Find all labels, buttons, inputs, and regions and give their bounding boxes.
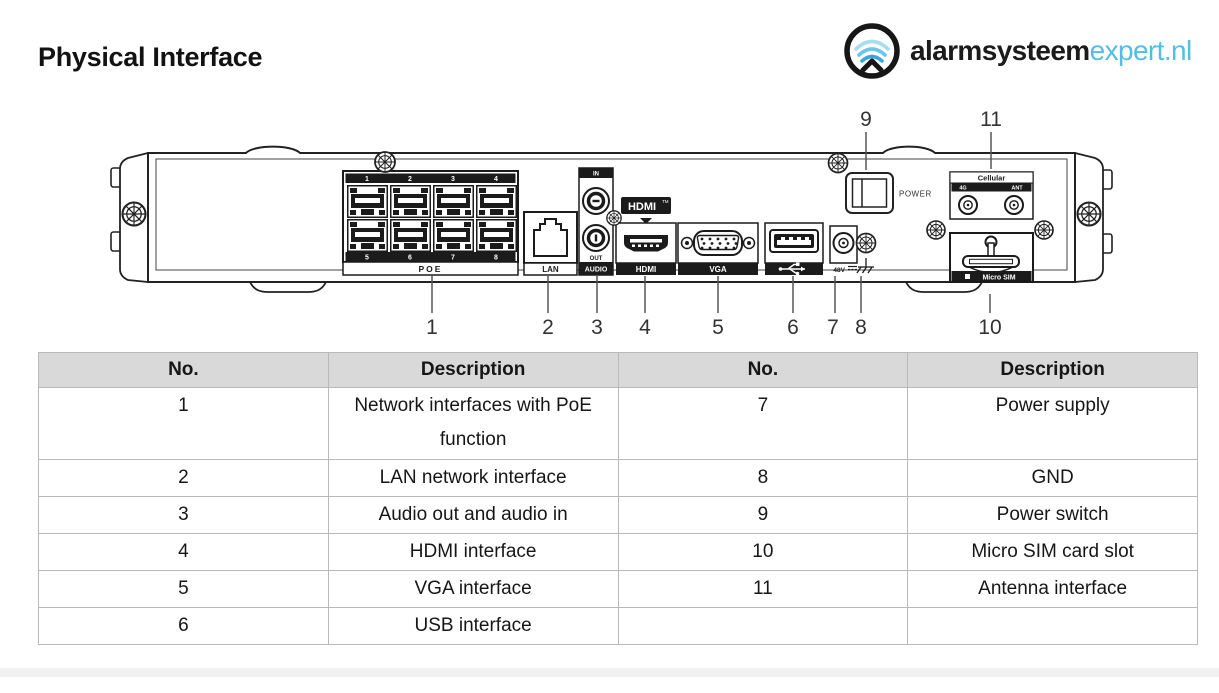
panel-screw bbox=[375, 152, 395, 172]
header-no-1: No. bbox=[39, 353, 329, 388]
callout-4: 4 bbox=[639, 316, 651, 339]
gnd-screw-icon bbox=[857, 234, 876, 253]
cell-description: Micro SIM card slot bbox=[908, 534, 1198, 571]
brand-logo-text bbox=[910, 22, 1192, 80]
brand-name-bold: alarmsysteem bbox=[910, 35, 1090, 66]
brand-logo-icon bbox=[843, 22, 901, 80]
sim-slot bbox=[950, 233, 1033, 282]
table-row bbox=[39, 497, 1198, 534]
panel-screw bbox=[1078, 203, 1101, 226]
cell-description: VGA interface bbox=[328, 571, 618, 608]
callout-2: 2 bbox=[542, 316, 554, 339]
cellular-4g-label: 4G bbox=[959, 185, 967, 192]
page-bottom-band bbox=[0, 668, 1219, 677]
page-title: Physical Interface bbox=[38, 42, 263, 72]
table-header-row bbox=[39, 353, 1198, 388]
cellular-ant-label: ANT bbox=[1011, 185, 1023, 192]
rear-panel-diagram bbox=[0, 105, 1219, 347]
callout-11: 11 bbox=[980, 108, 1002, 131]
rj45-port bbox=[477, 186, 517, 218]
cell-description: Antenna interface bbox=[908, 571, 1198, 608]
sma-connector bbox=[1005, 196, 1023, 214]
poe-port-block bbox=[343, 171, 518, 275]
brand-name-light: expert.nl bbox=[1089, 35, 1192, 66]
poe-port-number: 4 bbox=[494, 176, 498, 183]
rj45-port bbox=[477, 220, 517, 252]
usb-port bbox=[765, 223, 823, 275]
hdmi-label: HDMI bbox=[635, 265, 657, 274]
hdmi-logo: HDMI bbox=[627, 201, 657, 213]
cell-no: 7 bbox=[618, 388, 908, 460]
audio-label: AUDIO bbox=[584, 266, 608, 274]
audio-in-label: IN bbox=[593, 171, 599, 178]
rj45-port bbox=[348, 220, 388, 252]
cell-description: USB interface bbox=[328, 608, 618, 645]
vga-port bbox=[678, 223, 758, 275]
poe-port-number: 1 bbox=[365, 176, 369, 183]
hdmi-connector bbox=[624, 235, 668, 252]
callout-3: 3 bbox=[591, 316, 603, 339]
rear-panel-svg bbox=[0, 105, 1219, 347]
table-row bbox=[39, 460, 1198, 497]
callout-5: 5 bbox=[712, 316, 724, 339]
poe-port-number: 2 bbox=[408, 176, 412, 183]
chassis-foot bbox=[250, 282, 326, 292]
cell-no: 4 bbox=[39, 534, 329, 571]
cell-no: 3 bbox=[39, 497, 329, 534]
panel-screw bbox=[123, 203, 146, 226]
cell-description: GND bbox=[908, 460, 1198, 497]
table-row bbox=[39, 388, 1198, 460]
header-no-2: No. bbox=[618, 353, 908, 388]
lan-label: LAN bbox=[542, 265, 559, 274]
table-row bbox=[39, 534, 1198, 571]
brand-logo bbox=[843, 22, 1192, 80]
logo-ring bbox=[847, 26, 897, 76]
lan-port bbox=[524, 212, 577, 275]
callout-8: 8 bbox=[855, 316, 867, 339]
callout-1: 1 bbox=[426, 316, 438, 339]
hdmi-tm: TM bbox=[662, 199, 669, 204]
power-voltage-label: 48V bbox=[833, 267, 845, 274]
header-description-1: Description bbox=[328, 353, 618, 388]
cell-no: 1 bbox=[39, 388, 329, 460]
cell-description: Audio out and audio in bbox=[328, 497, 618, 534]
sim-label: Micro SIM bbox=[982, 274, 1016, 282]
rj45-port bbox=[434, 186, 474, 218]
cell-no: 9 bbox=[618, 497, 908, 534]
poe-port-number: 6 bbox=[408, 254, 412, 262]
vga-label: VGA bbox=[709, 265, 727, 274]
callout-6: 6 bbox=[787, 316, 799, 339]
cell-description: Power supply bbox=[908, 388, 1198, 460]
cell-no: 8 bbox=[618, 460, 908, 497]
poe-port-number: 7 bbox=[451, 254, 455, 262]
cell-no: 10 bbox=[618, 534, 908, 571]
rj45-port bbox=[434, 220, 474, 252]
cell-description: Network interfaces with PoE function bbox=[328, 388, 618, 460]
callout-7: 7 bbox=[827, 316, 839, 339]
cell-description bbox=[908, 608, 1198, 645]
cell-description: Power switch bbox=[908, 497, 1198, 534]
callout-10: 10 bbox=[978, 316, 1002, 339]
sma-connector bbox=[959, 196, 977, 214]
table-row bbox=[39, 571, 1198, 608]
panel-screw bbox=[829, 154, 848, 173]
poe-port-number: 3 bbox=[451, 176, 455, 183]
table-row bbox=[39, 608, 1198, 645]
panel-screw bbox=[607, 211, 621, 225]
cell-no: 2 bbox=[39, 460, 329, 497]
audio-out-label: OUT bbox=[589, 256, 603, 262]
cell-no: 6 bbox=[39, 608, 329, 645]
cellular-block bbox=[950, 172, 1033, 219]
cell-no bbox=[618, 608, 908, 645]
poe-port-number: 8 bbox=[494, 254, 498, 262]
rj45-port bbox=[348, 186, 388, 218]
cell-description: LAN network interface bbox=[328, 460, 618, 497]
audio-out-jack bbox=[583, 225, 609, 251]
panel-screw bbox=[927, 221, 945, 239]
chassis-foot bbox=[906, 282, 982, 292]
power-switch-label: POWER bbox=[899, 189, 932, 199]
callout-9: 9 bbox=[860, 108, 872, 131]
hdmi-port bbox=[616, 197, 676, 275]
audio-in-jack bbox=[583, 188, 609, 214]
rj45-port bbox=[391, 186, 431, 218]
cell-no: 5 bbox=[39, 571, 329, 608]
panel-screw bbox=[1035, 221, 1053, 239]
rj45-port bbox=[391, 220, 431, 252]
cell-description: HDMI interface bbox=[328, 534, 618, 571]
header-description-2: Description bbox=[908, 353, 1198, 388]
poe-port-number: 5 bbox=[365, 254, 369, 262]
poe-label: POE bbox=[418, 264, 443, 274]
power-input bbox=[830, 226, 857, 274]
cellular-title: Cellular bbox=[977, 173, 1006, 183]
cell-no: 11 bbox=[618, 571, 908, 608]
interface-description-table bbox=[38, 352, 1198, 645]
